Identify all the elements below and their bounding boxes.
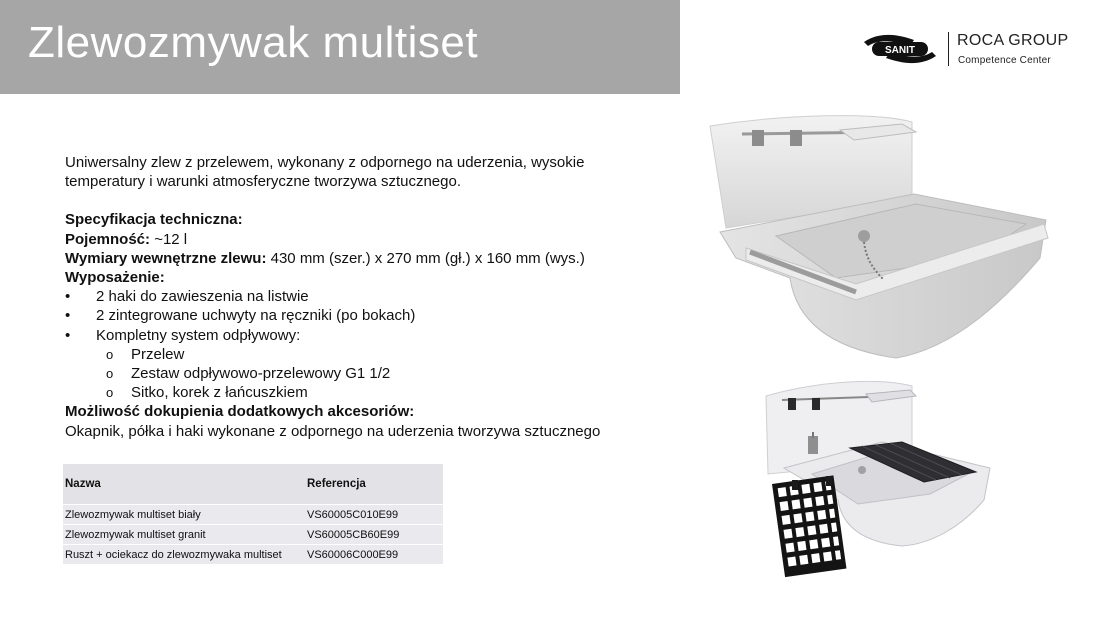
circle-bullet-icon: o bbox=[106, 366, 114, 382]
company-tagline: Competence Center bbox=[958, 55, 1051, 66]
logo-divider bbox=[948, 32, 949, 66]
capacity-label: Pojemność: bbox=[65, 230, 151, 248]
bullet-icon: • bbox=[65, 288, 71, 306]
circle-bullet-icon: o bbox=[106, 346, 114, 362]
title-bar bbox=[0, 0, 680, 94]
table-cell: VS60006C000E99 bbox=[305, 545, 443, 565]
table-cell: VS60005CB60E99 bbox=[305, 525, 443, 545]
table-cell: Zlewozmywak multiset granit bbox=[63, 525, 305, 545]
capacity-line bbox=[65, 230, 665, 249]
list-item: o Sitko, korek z łańcuszkiem bbox=[106, 384, 308, 402]
dimensions-line bbox=[65, 249, 665, 268]
intro-text: Uniwersalny zlew z przelewem, wykonany z odpornego na uderzenia, wysokie temperatury i warunki atmosferyczne tworzywa sztucznego. bbox=[65, 154, 585, 191]
list-item: o Zestaw odpływowo-przelewowy G1 1/2 bbox=[106, 365, 391, 383]
sanit-logo-icon bbox=[862, 32, 938, 66]
table-row bbox=[63, 505, 443, 525]
column-header-name: Nazwa bbox=[63, 464, 305, 505]
company-name: ROCA GROUP bbox=[957, 32, 1069, 49]
list-item: • 2 haki do zawieszenia na listwie bbox=[65, 288, 309, 306]
page-title: Zlewozmywak multiset bbox=[28, 18, 479, 67]
bullet-icon: • bbox=[65, 326, 71, 344]
svg-text:SANIT: SANIT bbox=[885, 45, 915, 56]
column-header-reference: Referencja bbox=[305, 464, 443, 505]
table-cell: Ruszt + ociekacz do zlewozmywaka multiset bbox=[63, 545, 305, 565]
list-item: • Kompletny system odpływowy: bbox=[65, 326, 301, 344]
table-cell: VS60005C010E99 bbox=[305, 505, 443, 525]
accessories-text: Okapnik, półka i haki wykonane z odpornego na uderzenia tworzywa sztucznego bbox=[65, 422, 601, 440]
company-logo bbox=[862, 30, 1082, 70]
spec-heading: Specyfikacja techniczna: bbox=[65, 211, 243, 229]
list-item: • 2 zintegrowane uchwyty na ręczniki (po bokach) bbox=[65, 307, 416, 325]
circle-bullet-icon: o bbox=[106, 385, 114, 401]
drain-system-list bbox=[65, 345, 665, 403]
sink-white-with-grate-image bbox=[762, 376, 994, 598]
drip-grate-icon bbox=[772, 475, 846, 577]
equipment-heading: Wyposażenie: bbox=[65, 269, 165, 287]
accessories-heading: Możliwość dokupienia dodatkowych akcesoriów: bbox=[65, 403, 415, 421]
table-cell: Zlewozmywak multiset biały bbox=[63, 505, 305, 525]
table-header-row bbox=[63, 464, 443, 505]
reference-table bbox=[63, 464, 443, 565]
table-row bbox=[63, 545, 443, 565]
dimensions-label: Wymiary wewnętrzne zlewu: bbox=[65, 249, 267, 267]
table-row bbox=[63, 525, 443, 545]
sink-granite-image bbox=[706, 108, 1054, 364]
bullet-icon: • bbox=[65, 307, 71, 325]
product-description bbox=[65, 153, 665, 441]
capacity-value: ~12 l bbox=[150, 230, 188, 248]
list-item: o Przelew bbox=[106, 345, 185, 363]
dimensions-value: 430 mm (szer.) x 270 mm (gł.) x 160 mm (wys.) bbox=[266, 249, 585, 267]
equipment-list bbox=[65, 287, 665, 345]
